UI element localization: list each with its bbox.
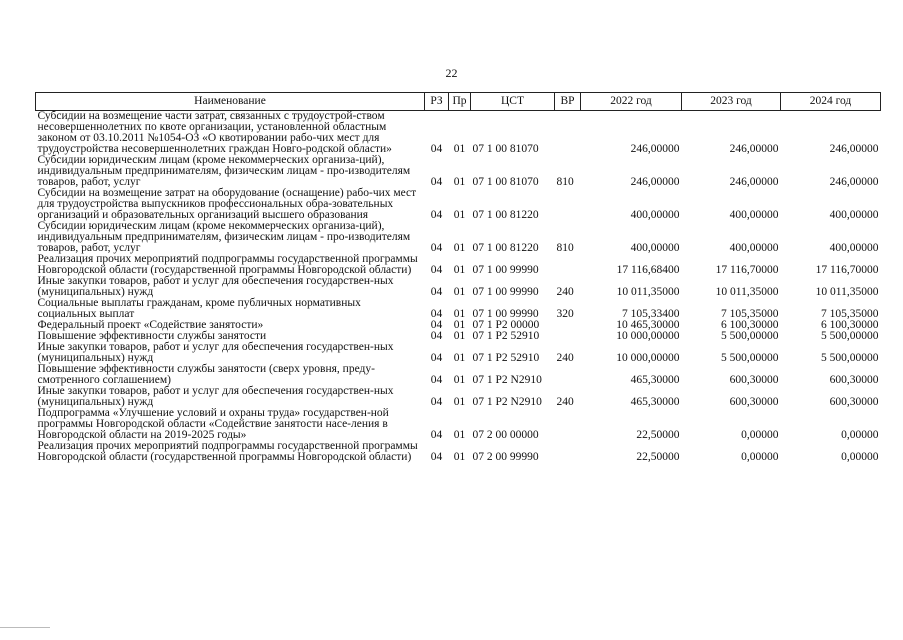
row-pr: 01 [453, 286, 466, 298]
table-row [36, 155, 881, 188]
row-pr: 01 [453, 308, 466, 320]
row-name: Субсидии на возмещение части затрат, связанных с трудоустрой-ством несовершеннолетних по квоте организации, установленной областным законом от 03.10.2011 №1054-ОЗ «О квотировании рабо-чих мест для трудоустройства несовершеннолетних граждан Новго-родской области» [37, 110, 392, 155]
row-2023: 246,00000 [729, 143, 779, 155]
row-pr: 01 [453, 352, 466, 364]
header-name: Наименование [36, 93, 425, 111]
row-vr: 320 [556, 308, 574, 320]
table-row [36, 408, 881, 441]
row-name: Реализация прочих мероприятий подпрограммы государственной программы Новгородской области (государственной программы Новгородской области) [37, 440, 418, 463]
row-cst: 07 1 P2 N2910 [472, 396, 542, 408]
row-name: Субсидии юридическим лицам (кроме некоммерческих организа-ций), индивидуальным предпринимателям, физическим лицам - про-изводителям товаров, работ, услуг [37, 154, 411, 188]
row-rz: 04 [430, 330, 443, 342]
table-row [36, 364, 881, 386]
row-name: Иные закупки товаров, работ и услуг для обеспечения государствен-ных (муниципальных) нужд [37, 385, 394, 408]
footer-divider [0, 627, 50, 628]
row-2023: 246,00000 [729, 176, 779, 188]
row-vr [555, 331, 581, 342]
table-row [36, 441, 881, 463]
table-row [36, 342, 881, 364]
row-pr: 01 [453, 451, 466, 463]
row-cst: 07 2 00 99990 [472, 451, 539, 463]
row-rz: 04 [430, 242, 443, 254]
budget-table [35, 92, 881, 463]
row-cst: 07 1 00 99990 [472, 264, 539, 276]
row-rz: 04 [430, 396, 443, 408]
row-cst: 07 1 00 81070 [472, 143, 539, 155]
row-rz: 04 [430, 176, 443, 188]
row-2024: 0,00000 [841, 429, 879, 441]
row-2022: 10 000,00000 [616, 352, 680, 364]
row-name: Иные закупки товаров, работ и услуг для обеспечения государствен-ных (муниципальных) нужд [37, 275, 394, 298]
row-2022: 400,00000 [630, 242, 680, 254]
row-vr [555, 188, 581, 221]
row-rz: 04 [430, 286, 443, 298]
row-vr: 240 [556, 352, 574, 364]
row-2023: 5 500,00000 [721, 330, 779, 342]
row-vr: 810 [556, 176, 574, 188]
row-name: Подпрограмма «Улучшение условий и охраны труда» государствен-ной программы Новгородской области «Содействие занятости насе-ления в Новгородской области на 2019-2025 годы» [37, 407, 389, 441]
table-header-row [36, 93, 881, 111]
row-2023: 400,00000 [729, 242, 779, 254]
row-cst: 07 1 00 99990 [472, 308, 539, 320]
row-2024: 246,00000 [829, 176, 879, 188]
row-2023: 0,00000 [741, 429, 779, 441]
row-pr: 01 [453, 429, 466, 441]
row-2024: 400,00000 [829, 242, 879, 254]
row-vr [555, 254, 581, 276]
row-rz: 04 [430, 451, 443, 463]
row-2024: 17 116,70000 [815, 264, 879, 276]
header-vr: ВР [555, 93, 581, 111]
row-2023: 7 105,35000 [721, 308, 779, 320]
row-vr [555, 408, 581, 441]
row-cst: 07 1 P2 N2910 [472, 374, 542, 386]
row-name: Иные закупки товаров, работ и услуг для обеспечения государствен-ных (муниципальных) нужд [37, 341, 394, 364]
row-2024: 7 105,35000 [821, 308, 879, 320]
table-row [36, 386, 881, 408]
row-pr: 01 [453, 374, 466, 386]
row-name: Социальные выплаты гражданам, кроме публичных нормативных социальных выплат [37, 297, 361, 320]
row-pr: 01 [453, 176, 466, 188]
row-2022: 246,00000 [630, 143, 680, 155]
header-rz: РЗ [425, 93, 449, 111]
row-cst: 07 1 00 99990 [472, 286, 539, 298]
row-2023: 600,30000 [729, 374, 779, 386]
row-cst: 07 1 P2 52910 [472, 352, 540, 364]
header-2024: 2024 год [781, 93, 881, 111]
row-2024: 6 100,30000 [821, 319, 879, 331]
row-2023: 10 011,35000 [715, 286, 779, 298]
row-rz: 04 [430, 374, 443, 386]
header-2022: 2022 год [581, 93, 682, 111]
row-vr [555, 320, 581, 331]
header-pr: Пр [449, 93, 471, 111]
header-2023: 2023 год [682, 93, 781, 111]
row-2022: 246,00000 [630, 176, 680, 188]
row-rz: 04 [430, 264, 443, 276]
row-2022: 10 011,35000 [616, 286, 680, 298]
row-2023: 5 500,00000 [721, 352, 779, 364]
row-name: Повышение эффективности службы занятости [37, 330, 267, 342]
row-name: Субсидии юридическим лицам (кроме некоммерческих организа-ций), индивидуальным предпринимателям, физическим лицам - про-изводителям товаров, работ, услуг [37, 220, 411, 254]
row-2024: 600,30000 [829, 374, 879, 386]
row-vr [555, 441, 581, 463]
row-2023: 400,00000 [729, 209, 779, 221]
row-vr: 240 [556, 286, 574, 298]
row-vr: 240 [556, 396, 574, 408]
row-2023: 600,30000 [729, 396, 779, 408]
row-rz: 04 [430, 308, 443, 320]
table-row [36, 188, 881, 221]
row-rz: 04 [430, 429, 443, 441]
row-cst: 07 2 00 00000 [472, 429, 539, 441]
row-2024: 10 011,35000 [815, 286, 879, 298]
row-2024: 5 500,00000 [821, 330, 879, 342]
row-pr: 01 [453, 330, 466, 342]
row-2023: 6 100,30000 [721, 319, 779, 331]
page-number: 22 [445, 66, 458, 80]
row-cst: 07 1 00 81070 [472, 176, 539, 188]
row-name: Повышение эффективности службы занятости (сверх уровня, преду-смотренного соглашением) [37, 363, 375, 386]
row-rz: 04 [430, 319, 443, 331]
row-name: Субсидии на возмещение затрат на оборудование (оснащение) рабо-чих мест для трудоустройства выпускников профессиональных обра-зовательных организаций и образовательных организаций высшего образования [37, 187, 417, 221]
row-pr: 01 [453, 242, 466, 254]
row-cst: 07 1 P2 00000 [472, 319, 540, 331]
row-vr: 810 [556, 242, 574, 254]
row-pr: 01 [453, 396, 466, 408]
table-row [36, 221, 881, 254]
row-name: Федеральный проект «Содействие занятости» [37, 319, 264, 331]
header-cst: ЦСТ [471, 93, 555, 111]
row-rz: 04 [430, 352, 443, 364]
row-vr [555, 364, 581, 386]
row-2024: 400,00000 [829, 209, 879, 221]
row-2022: 400,00000 [630, 209, 680, 221]
row-2022: 17 116,68400 [616, 264, 680, 276]
table-body [36, 111, 881, 464]
table-row [36, 276, 881, 298]
row-pr: 01 [453, 209, 466, 221]
table-row [36, 111, 881, 156]
row-2022: 22,50000 [636, 451, 680, 463]
row-2024: 600,30000 [829, 396, 879, 408]
row-2023: 0,00000 [741, 451, 779, 463]
row-2024: 246,00000 [829, 143, 879, 155]
row-name: Реализация прочих мероприятий подпрограммы государственной программы Новгородской области (государственной программы Новгородской области) [37, 253, 418, 276]
table-row [36, 298, 881, 320]
row-pr: 01 [453, 143, 466, 155]
row-rz: 04 [430, 143, 443, 155]
row-cst: 07 1 00 81220 [472, 209, 539, 221]
row-rz: 04 [430, 209, 443, 221]
row-2022: 465,30000 [630, 396, 680, 408]
row-cst: 07 1 00 81220 [472, 242, 539, 254]
row-2022: 10 465,30000 [616, 319, 680, 331]
row-2022: 22,50000 [636, 429, 680, 441]
row-pr: 01 [453, 319, 466, 331]
table-row [36, 254, 881, 276]
row-2023: 17 116,70000 [715, 264, 779, 276]
row-cst: 07 1 P2 52910 [472, 330, 540, 342]
row-2024: 0,00000 [841, 451, 879, 463]
row-pr: 01 [453, 264, 466, 276]
row-2024: 5 500,00000 [821, 352, 879, 364]
row-2022: 7 105,33400 [622, 308, 680, 320]
row-2022: 465,30000 [630, 374, 680, 386]
row-vr [555, 111, 581, 156]
row-2022: 10 000,00000 [616, 330, 680, 342]
